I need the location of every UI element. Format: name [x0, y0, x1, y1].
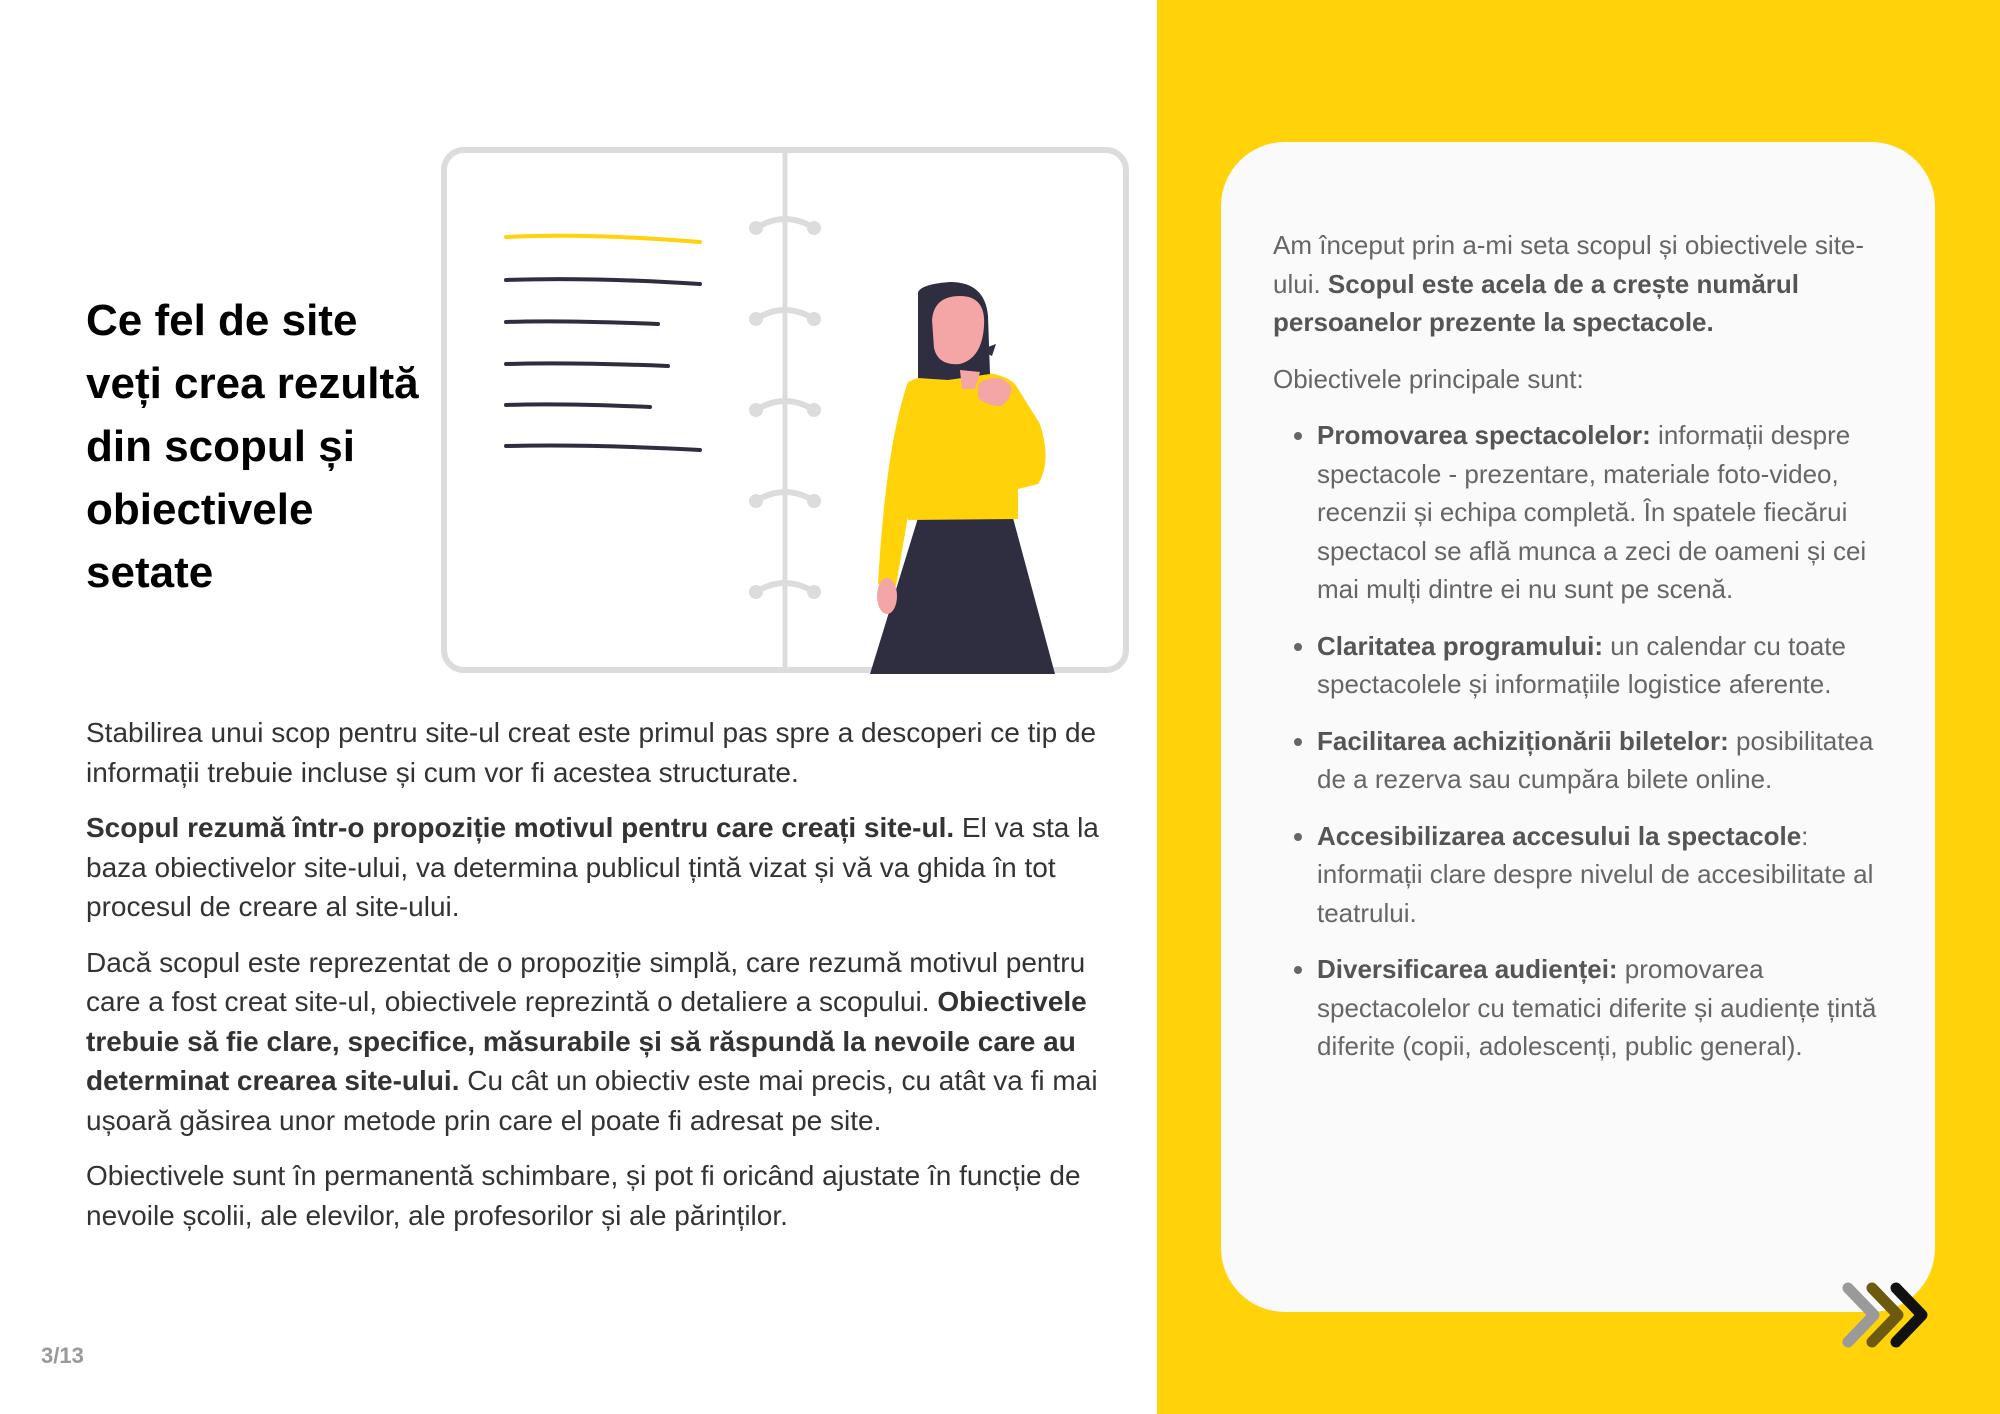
- card-list-title: Obiectivele principale sunt:: [1273, 363, 1584, 394]
- list-item: [1317, 416, 1887, 609]
- scope-rest: El va sta la baza obiectivelor site-ului, va determina publicul țintă vizat și vă va ghida în tot procesul de creare al site-ului.: [86, 812, 1099, 922]
- paragraph-objectives: [86, 943, 1106, 1141]
- objectives-list: [1273, 416, 1887, 1066]
- list-item-text: informații despre spectacole - prezentare, materiale foto-video, recenzii și echipa completă. În spatele fiecărui spectacol se află munca a zeci de oameni și cei mai mulți dintre ei nu sunt pe scenă.: [1317, 420, 1867, 604]
- paragraph-scope: [86, 808, 1106, 927]
- card-intro: [1273, 226, 1887, 342]
- list-item-bold: Accesibilizarea accesului la spectacole: [1317, 820, 1802, 851]
- list-item-text: promovarea spectacolelor cu tematici diferite și audiențe țintă diferite (copii, adolescenți, public general).: [1317, 954, 1877, 1061]
- list-item: [1317, 950, 1887, 1066]
- list-item: [1317, 627, 1887, 704]
- list-item-bold: Diversificarea audienței:: [1317, 954, 1618, 984]
- page-title: Ce fel de site veți crea rezultă din scopul și obiectivele setate: [86, 296, 419, 597]
- example-card: [1221, 142, 1935, 1312]
- list-item: [1317, 722, 1887, 799]
- main-body-text: [86, 713, 1106, 1251]
- page-number: 3/13: [41, 1343, 84, 1368]
- paragraph-intro: Stabilirea unui scop pentru site-ul creat este primul pas spre a descoperi ce tip de informații trebuie incluse și cum vor fi acestea structurate.: [86, 717, 1097, 788]
- list-item-text: posibilitatea de a rezerva sau cumpăra bilete online.: [1317, 725, 1874, 794]
- list-item-bold: Promovarea spectacolelor:: [1317, 420, 1651, 450]
- notebook-woman-illustration: [440, 144, 1140, 684]
- objectives-start: Dacă scopul este reprezentat de o propoziție simplă, care rezumă motivul pentru care a fost creat site-ul, obiectivele reprezintă o detaliere a scopului.: [86, 946, 1086, 1017]
- objectives-bold: Obiectivele trebuie să fie clare, specifice, măsurabile și să răspundă la nevoile care au determinat crearea site-ului.: [86, 986, 1087, 1096]
- objectives-rest: Cu cât un obiectiv este mai precis, cu atât va fi mai ușoară găsirea unor metode prin care el poate fi adresat pe site.: [86, 1065, 1098, 1136]
- list-item-bold: Claritatea programului:: [1317, 630, 1604, 661]
- list-item-bold: Facilitarea achiziționării biletelor:: [1317, 725, 1729, 756]
- list-item: [1317, 817, 1887, 933]
- card-intro-start: Am început prin a-mi seta scopul și obiectivele site-ului.: [1273, 230, 1865, 299]
- scope-bold: Scopul rezumă într-o propoziție motivul pentru care creați site-ul.: [86, 812, 955, 843]
- card-intro-bold: Scopul este acela de a crește numărul persoanelor prezente la spectacole.: [1273, 268, 1800, 337]
- list-item-text: : informații clare despre nivelul de accesibilitate al teatrului.: [1317, 820, 1874, 928]
- list-item-text: un calendar cu toate spectacolele și informațiile logistice aferente.: [1317, 630, 1846, 699]
- paragraph-change: Obiectivele sunt în permanentă schimbare, și pot fi oricând ajustate în funcție de nevoile școlii, ale elevilor, ale profesorilor și ale părinților.: [86, 1160, 1081, 1231]
- chevrons-right-icon[interactable]: [1840, 1280, 1940, 1350]
